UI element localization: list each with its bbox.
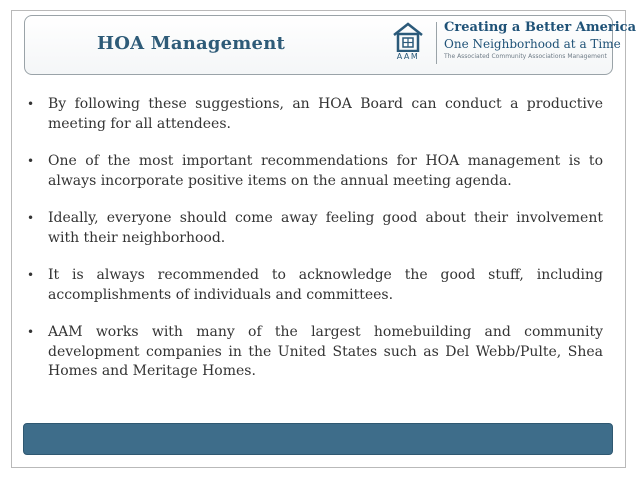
logo-divider <box>436 22 437 64</box>
bullet-text: One of the most important recommendations for HOA management is to always incorporate positive items on the annual meeting agenda. <box>48 153 603 189</box>
bullet-text: AAM works with many of the largest homebuilding and community development companies in the United States such as Del Webb/Pulte, Shea Homes and Meritage Homes. <box>48 324 603 379</box>
bullet-item <box>27 95 603 134</box>
bullet-item <box>27 209 603 248</box>
bullet-list <box>27 95 603 400</box>
footer-bar <box>23 423 613 455</box>
page-title: HOA Management <box>97 33 285 54</box>
bullet-dot: • <box>27 325 35 339</box>
bullet-text: Ideally, everyone should come away feeling good about their involvement with their neighborhood. <box>48 210 603 246</box>
bullet-dot: • <box>27 211 35 225</box>
tagline-sub: One Neighborhood at a Time <box>444 37 621 51</box>
bullet-dot: • <box>27 154 35 168</box>
tagline-main: Creating a Better America <box>444 20 637 35</box>
bullet-text: By following these suggestions, an HOA Board can conduct a productive meeting for all attendees. <box>48 96 603 132</box>
bullet-item <box>27 323 603 382</box>
bullet-item <box>27 266 603 305</box>
bullet-dot: • <box>27 97 35 111</box>
logo-abbreviation: AAM <box>396 52 420 61</box>
bullet-dot: • <box>27 268 35 282</box>
bullet-text: It is always recommended to acknowledge the good stuff, including accomplishments of individuals and committees. <box>48 267 603 303</box>
tagline-small: The Associated Community Associations Management <box>444 53 607 60</box>
bullet-item <box>27 152 603 191</box>
